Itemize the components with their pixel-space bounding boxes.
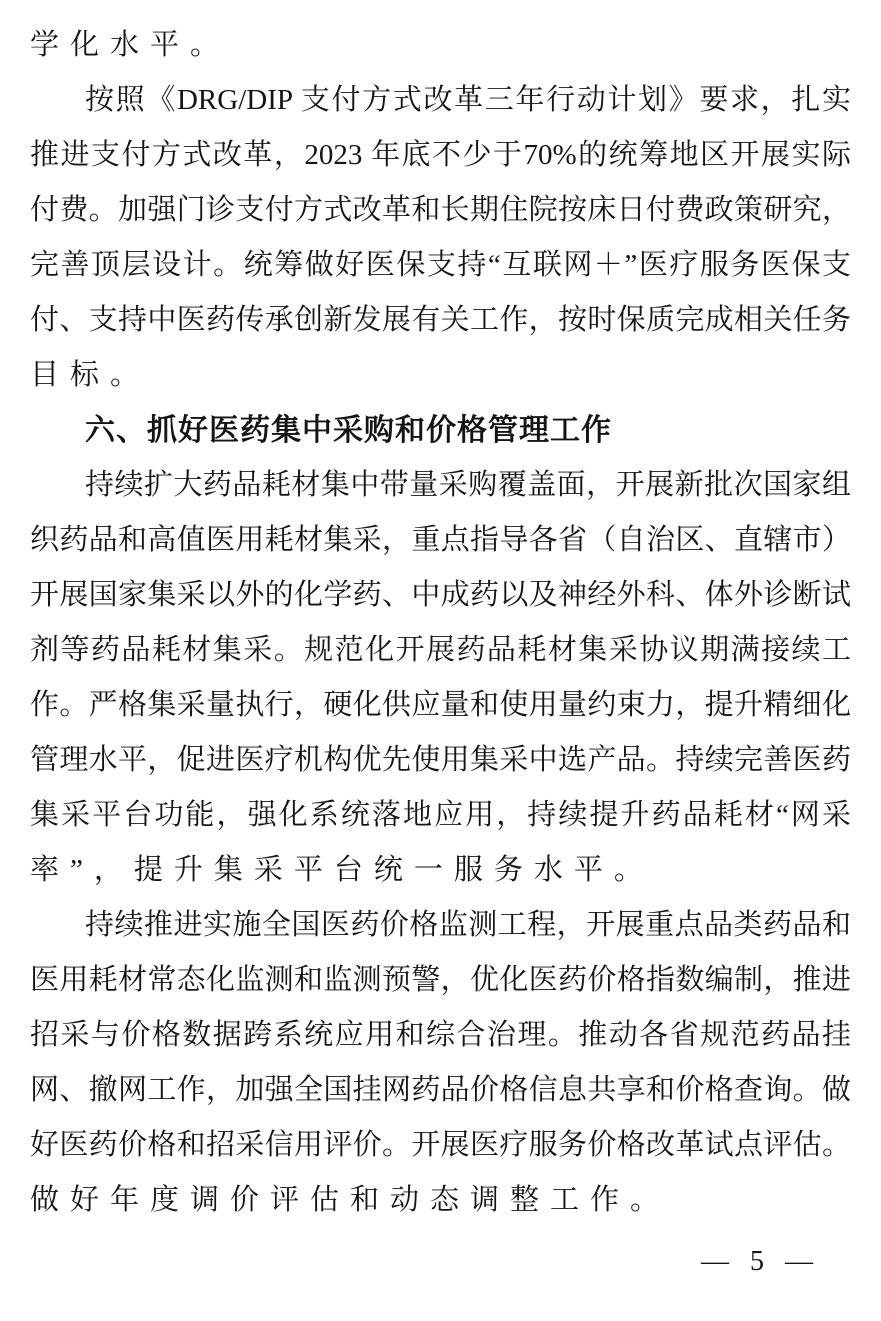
text-line: 付费。加强门诊支付方式改革和长期住院按床日付费政策研究， (30, 194, 851, 226)
document-text-block (30, 18, 851, 1228)
text-line: 持续推进实施全国医药价格监测工程，开展重点品类药品和 (85, 909, 851, 941)
text-line: 好医药价格和招采信用评价。开展医疗服务价格改革试点评估。 (30, 1129, 851, 1161)
text-line: 作。严格集采量执行，硬化供应量和使用量约束力，提升精细化 (30, 689, 851, 721)
text-line: 按照《DRG/DIP 支付方式改革三年行动计划》要求，扎实 (85, 84, 851, 116)
text-line: 持续扩大药品耗材集中带量采购覆盖面，开展新批次国家组 (85, 469, 851, 501)
text-line: 做好年度调价评估和动态调整工作。 (30, 1184, 671, 1216)
text-line: 开展国家集采以外的化学药、中成药以及神经外科、体外诊断试 (30, 579, 851, 611)
text-line: 招采与价格数据跨系统应用和综合治理。推动各省规范药品挂 (30, 1019, 851, 1051)
text-line: 率”，提升集采平台统一服务水平。 (30, 854, 654, 886)
text-line: 付、支持中医药传承创新发展有关工作，按时保质完成相关任务 (30, 304, 851, 336)
text-line: 集采平台功能，强化系统落地应用，持续提升药品耗材“网采 (30, 799, 851, 831)
text-line: 目标。 (30, 359, 151, 391)
text-line: 完善顶层设计。统筹做好医保支持“互联网＋”医疗服务医保支 (30, 249, 851, 281)
section-heading: 六、抓好医药集中采购和价格管理工作 (85, 414, 612, 447)
text-line: 学化水平。 (30, 29, 231, 61)
text-line: 推进支付方式改革，2023 年底不少于70%的统筹地区开展实际 (30, 139, 851, 171)
page-number: — 5 — (701, 1246, 820, 1277)
text-line: 织药品和高值医用耗材集采，重点指导各省（自治区、直辖市） (30, 524, 851, 556)
text-line: 管理水平，促进医疗机构优先使用集采中选产品。持续完善医药 (30, 744, 851, 776)
text-line: 剂等药品耗材集采。规范化开展药品耗材集采协议期满接续工 (30, 634, 851, 666)
text-line: 医用耗材常态化监测和监测预警，优化医药价格指数编制，推进 (30, 964, 851, 996)
text-line: 网、撤网工作，加强全国挂网药品价格信息共享和价格查询。做 (30, 1074, 851, 1106)
